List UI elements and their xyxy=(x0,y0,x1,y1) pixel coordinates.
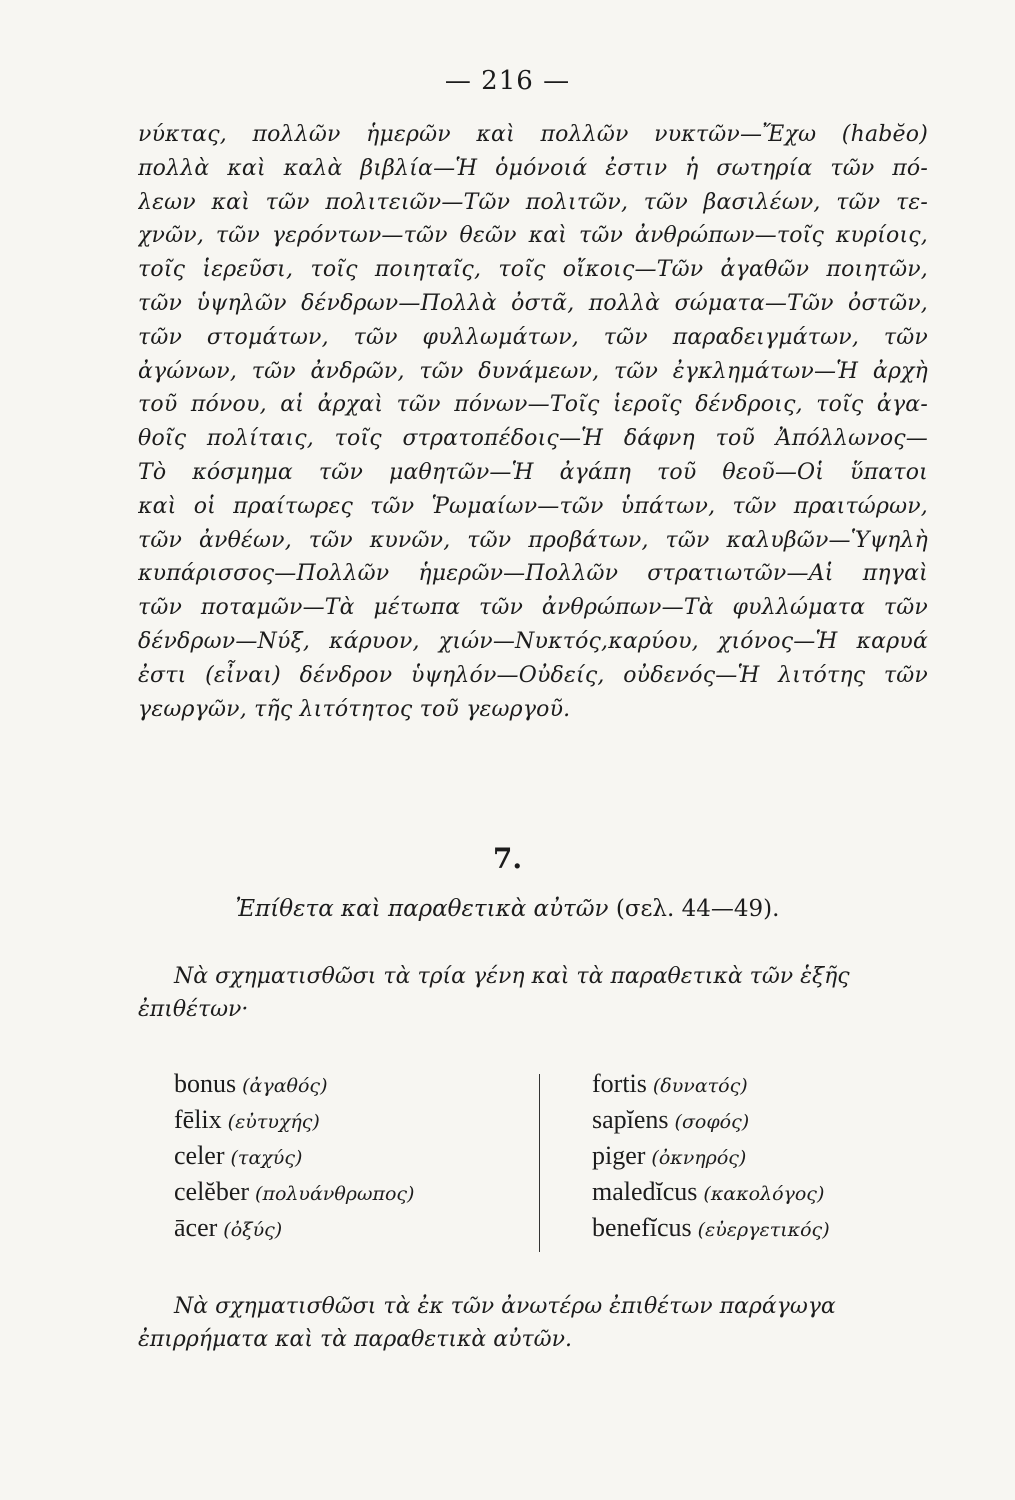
instruction-line: Νὰ σχηματισθῶσι τὰ τρία γένη καὶ τὰ παραθετικὰ τῶν ἑξῆς xyxy=(174,964,850,989)
adjective-entry xyxy=(592,1066,830,1102)
text-line: καὶ οἱ πραίτωρες τῶν Ῥωμαίων—τῶν ὑπάτων, τῶν πραιτώρων, xyxy=(138,493,928,519)
text-line: λεων καὶ τῶν πολιτειῶν—Τῶν πολιτῶν, τῶν βασιλέων, τῶν τε- xyxy=(138,189,928,215)
text-line: ἐστι (εἶναι) δένδρον ὑψηλόν—Οὐδείς, οὐδενός—Ἡ λιτότης τῶν xyxy=(138,662,928,688)
greek-gloss: (εὐτυχής) xyxy=(227,1111,320,1133)
section-heading-reference: (σελ. 44—49). xyxy=(615,896,780,922)
latin-word: celĕber xyxy=(174,1177,250,1206)
greek-gloss: (πολυάνθρωπος) xyxy=(255,1183,415,1205)
exercise-text xyxy=(138,118,928,726)
text-line: τῶν ποταμῶν—Τὰ μέτωπα τῶν ἀνθρώπων—Τὰ φυλλώματα τῶν xyxy=(138,595,928,621)
text-line: κυπάρισσος—Πολλῶν ἡμερῶν—Πολλῶν στρατιωτῶν—Αἱ πηγαὶ xyxy=(138,561,928,587)
adjective-list xyxy=(174,1066,934,1256)
text-line: θοῖς πολίταις, τοῖς στρατοπέδοις—Ἡ δάφνη τοῦ Ἀπόλλωνος— xyxy=(138,426,928,452)
text-line: δένδρων—Νύξ, κάρυον, χιών—Νυκτός,καρύου, χιόνος—Ἡ καρυά xyxy=(138,628,928,654)
text-line: γεωργῶν, τῆς λιτότητος τοῦ γεωργοῦ. xyxy=(138,696,571,722)
adjective-column-right xyxy=(592,1066,830,1246)
adjective-column-left xyxy=(174,1066,414,1246)
adjective-entry xyxy=(592,1138,830,1174)
greek-gloss: (ὀκνηρός) xyxy=(651,1147,747,1169)
instruction-line: Νὰ σχηματισθῶσι τὰ ἐκ τῶν ἀνωτέρω ἐπιθέτων παράγωγα xyxy=(174,1294,836,1319)
greek-gloss: (σοφός) xyxy=(674,1111,750,1133)
adjective-entry xyxy=(174,1138,414,1174)
latin-word: benefĭcus xyxy=(592,1213,692,1242)
latin-word: maledĭcus xyxy=(592,1177,698,1206)
text-line: Τὸ κόσμημα τῶν μαθητῶν—Ἡ ἀγάπη τοῦ θεοῦ—Οἱ ὕπατοι xyxy=(138,459,928,485)
greek-gloss: (ὀξύς) xyxy=(223,1219,283,1241)
latin-word: fortis xyxy=(592,1069,647,1098)
page-number: — 216 — xyxy=(444,66,571,96)
latin-word: fēlix xyxy=(174,1105,222,1134)
adjective-entry xyxy=(592,1174,830,1210)
section-heading-title: Ἐπίθετα καὶ παραθετικὰ αὐτῶν xyxy=(235,896,609,922)
greek-gloss: (εὐεργετικός) xyxy=(697,1219,830,1241)
instruction-paragraph xyxy=(138,1290,928,1356)
text-line: τοῖς ἱερεῦσι, τοῖς ποιηταῖς, τοῖς οἴκοις—Τῶν ἀγαθῶν ποιητῶν, xyxy=(138,257,928,283)
adjective-entry xyxy=(592,1210,830,1246)
text-line: τῶν ὑψηλῶν δένδρων—Πολλὰ ὀστᾶ, πολλὰ σώματα—Τῶν ὀστῶν, xyxy=(138,290,928,316)
text-line: τῶν ἀνθέων, τῶν κυνῶν, τῶν προβάτων, τῶν καλυβῶν—Ὑψηλὴ xyxy=(138,527,928,553)
latin-word: ācer xyxy=(174,1213,218,1242)
latin-word: celer xyxy=(174,1141,225,1170)
greek-gloss: (ἀγαθός) xyxy=(242,1075,328,1097)
column-divider xyxy=(539,1074,540,1252)
text-line: πολλὰ καὶ καλὰ βιβλία—Ἡ ὁμόνοιά ἐστιν ἡ σωτηρία τῶν πό- xyxy=(138,155,928,181)
section-heading xyxy=(0,896,1015,922)
instruction-line: ἐπιθέτων· xyxy=(138,997,249,1022)
text-line: τοῦ πόνου, αἱ ἀρχαὶ τῶν πόνων—Τοῖς ἱεροῖς δένδροις, τοῖς ἀγα- xyxy=(138,392,928,418)
latin-word: sapĭens xyxy=(592,1105,669,1134)
latin-word: piger xyxy=(592,1141,646,1170)
greek-gloss: (δυνατός) xyxy=(652,1075,748,1097)
adjective-entry xyxy=(174,1210,414,1246)
adjective-entry xyxy=(174,1174,414,1210)
section-number: 7. xyxy=(492,842,523,875)
latin-word: bonus xyxy=(174,1069,237,1098)
text-line: ἀγώνων, τῶν ἀνδρῶν, τῶν δυνάμεων, τῶν ἐγκλημάτων—Ἡ ἀρχὴ xyxy=(138,358,928,384)
greek-gloss: (κακολόγος) xyxy=(703,1183,825,1205)
text-line: νύκτας, πολλῶν ἡμερῶν καὶ πολλῶν νυκτῶν—Ἔχω (habĕo) xyxy=(138,122,928,147)
text-line: τῶν στομάτων, τῶν φυλλωμάτων, τῶν παραδειγμάτων, τῶν xyxy=(138,324,928,350)
text-line: χνῶν, τῶν γερόντων—τῶν θεῶν καὶ τῶν ἀνθρώπων—τοῖς κυρίοις, xyxy=(138,223,928,249)
instruction-line: ἐπιρρήματα καὶ τὰ παραθετικὰ αὐτῶν. xyxy=(138,1327,572,1352)
instruction-paragraph xyxy=(138,960,928,1026)
adjective-entry xyxy=(592,1102,830,1138)
greek-gloss: (ταχύς) xyxy=(230,1147,303,1169)
adjective-entry xyxy=(174,1066,414,1102)
adjective-entry xyxy=(174,1102,414,1138)
